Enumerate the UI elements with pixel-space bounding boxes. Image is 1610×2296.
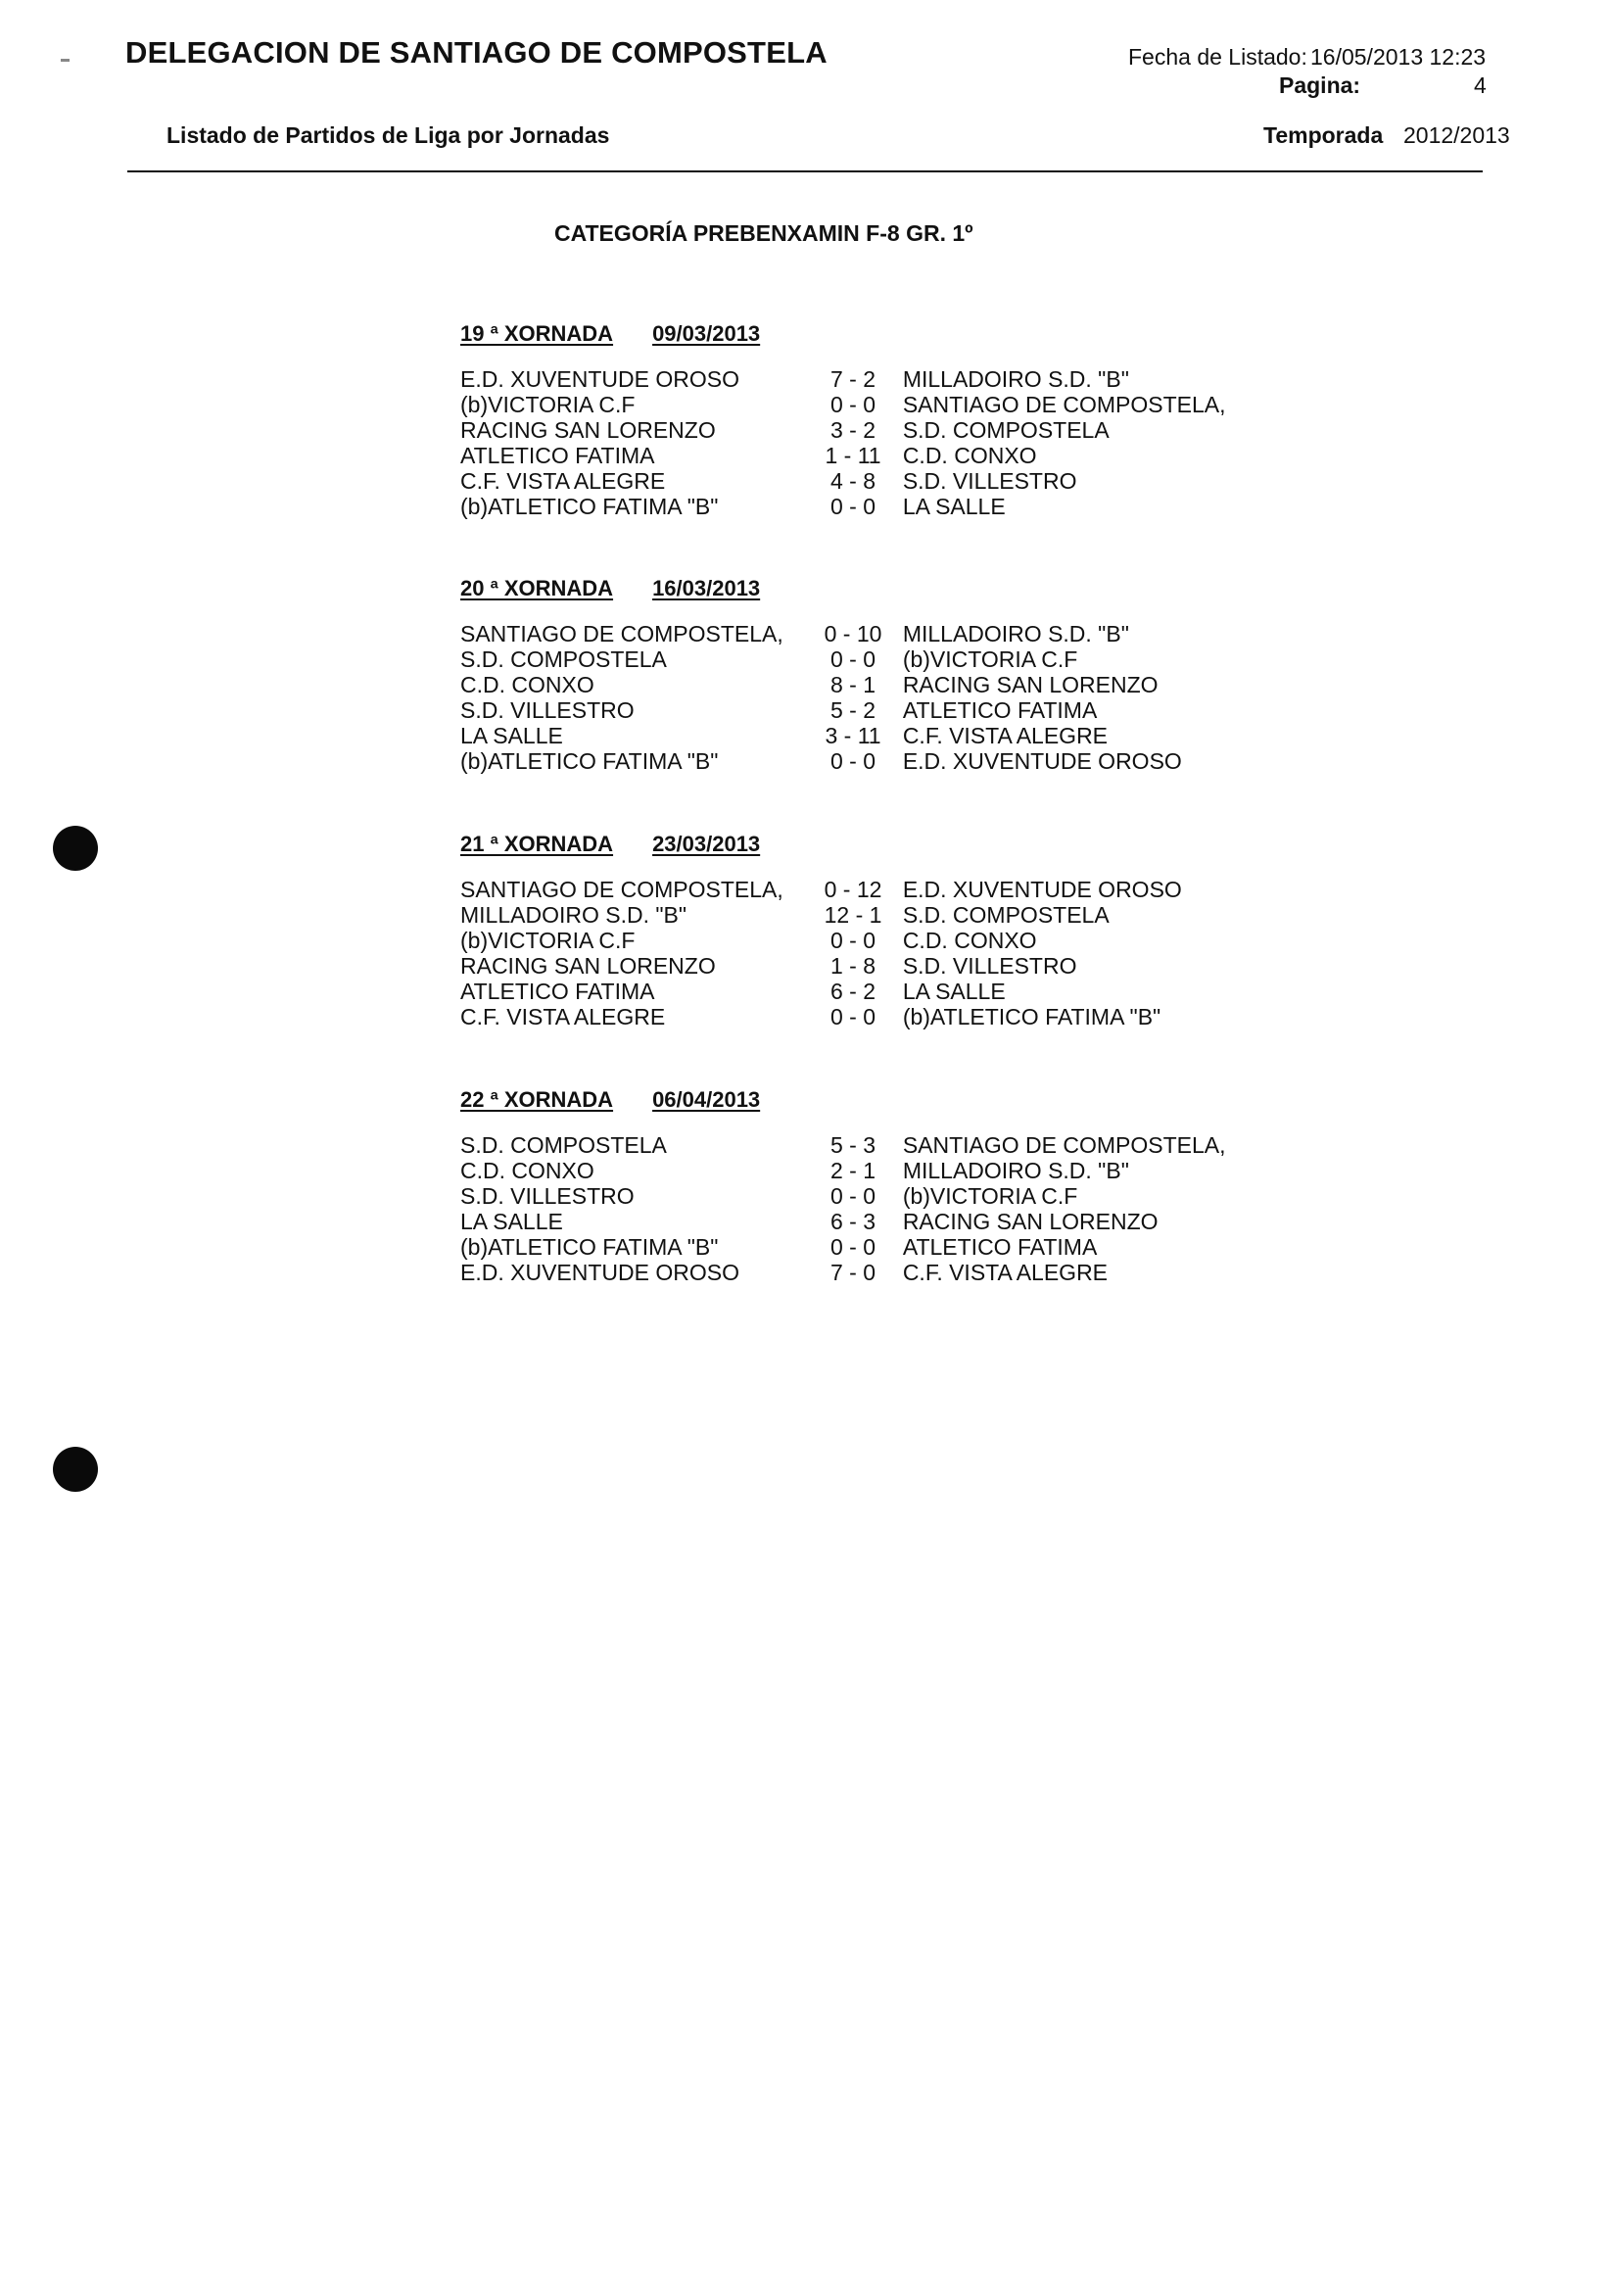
away-team: MILLADOIRO S.D. "B" [902,366,1129,392]
match-row [460,723,1263,748]
match-score: 8 - 1 [830,672,876,697]
home-team: C.D. CONXO [460,1158,594,1183]
away-team: C.F. VISTA ALEGRE [902,723,1109,748]
scan-mark [61,59,70,62]
match-score: 0 - 0 [830,1004,876,1029]
listing-date-value: 16/05/2013 12:23 [1310,44,1487,70]
match-row [460,646,1263,672]
away-team: S.D. VILLESTRO [902,953,1077,979]
match-score: 5 - 3 [830,1132,876,1158]
match-row [460,417,1263,443]
match-row [460,366,1263,392]
home-team: ATLETICO FATIMA [460,443,655,468]
season-label: Temporada [1263,122,1384,148]
page-number: 4 [1474,72,1487,98]
match-list [460,621,1263,774]
round-date: 23/03/2013 [652,832,761,856]
away-team: E.D. XUVENTUDE OROSO [902,748,1182,774]
round-21 [460,832,1263,1029]
round-date: 09/03/2013 [652,321,761,346]
match-score: 1 - 8 [830,953,876,979]
match-score: 0 - 12 [824,877,882,902]
match-row [460,953,1263,979]
away-team: SANTIAGO DE COMPOSTELA, [902,1132,1226,1158]
match-score: 0 - 0 [830,1234,876,1260]
home-team: S.D. COMPOSTELA [460,1132,667,1158]
match-score: 12 - 1 [824,902,882,928]
away-team: C.D. CONXO [902,928,1037,953]
match-row [460,1260,1263,1285]
match-score: 0 - 0 [830,494,876,519]
match-list [460,877,1263,1029]
match-row [460,877,1263,902]
home-team: ATLETICO FATIMA [460,979,655,1004]
home-team: C.F. VISTA ALEGRE [460,468,666,494]
match-score: 0 - 0 [830,646,876,672]
away-team: ATLETICO FATIMA [902,697,1098,723]
away-team: RACING SAN LORENZO [902,1209,1159,1234]
home-team: (b)ATLETICO FATIMA "B" [460,1234,719,1260]
match-row [460,468,1263,494]
season-value: 2012/2013 [1403,122,1510,148]
away-team: S.D. VILLESTRO [902,468,1077,494]
match-row [460,1183,1263,1209]
round-title: 19 ª XORNADA [460,321,614,346]
away-team: S.D. COMPOSTELA [902,417,1110,443]
match-score: 2 - 1 [830,1158,876,1183]
match-row [460,1004,1263,1029]
match-row [460,979,1263,1004]
away-team: MILLADOIRO S.D. "B" [902,1158,1129,1183]
match-score: 5 - 2 [830,697,876,723]
home-team: (b)ATLETICO FATIMA "B" [460,748,719,774]
round-header [460,576,760,601]
match-score: 7 - 2 [830,366,876,392]
match-score: 4 - 8 [830,468,876,494]
away-team: (b)VICTORIA C.F [902,1183,1078,1209]
match-score: 1 - 11 [825,443,881,468]
away-team: C.D. CONXO [902,443,1037,468]
round-20 [460,576,1263,774]
home-team: SANTIAGO DE COMPOSTELA, [460,877,783,902]
match-score: 0 - 0 [830,928,876,953]
binder-hole [53,826,98,871]
report-subtitle: Listado de Partidos de Liga por Jornadas [166,122,610,148]
match-row [460,1209,1263,1234]
round-19 [460,321,1263,519]
match-row [460,392,1263,417]
home-team: E.D. XUVENTUDE OROSO [460,1260,739,1285]
match-score: 0 - 0 [830,1183,876,1209]
match-row [460,902,1263,928]
match-row [460,697,1263,723]
away-team: S.D. COMPOSTELA [902,902,1110,928]
round-header [460,832,760,857]
away-team: C.F. VISTA ALEGRE [902,1260,1109,1285]
match-score: 7 - 0 [830,1260,876,1285]
match-list [460,366,1263,519]
match-score: 3 - 11 [825,723,881,748]
home-team: S.D. VILLESTRO [460,697,635,723]
match-list [460,1132,1263,1285]
match-row [460,621,1263,646]
home-team: RACING SAN LORENZO [460,417,716,443]
away-team: LA SALLE [902,494,1006,519]
home-team: (b)ATLETICO FATIMA "B" [460,494,719,519]
round-title: 21 ª XORNADA [460,832,614,856]
home-team: MILLADOIRO S.D. "B" [460,902,687,928]
round-title: 22 ª XORNADA [460,1087,614,1112]
match-row [460,443,1263,468]
home-team: C.D. CONXO [460,672,594,697]
home-team: SANTIAGO DE COMPOSTELA, [460,621,783,646]
home-team: RACING SAN LORENZO [460,953,716,979]
round-title: 20 ª XORNADA [460,576,614,600]
home-team: LA SALLE [460,1209,563,1234]
match-row [460,672,1263,697]
home-team: (b)VICTORIA C.F [460,928,636,953]
away-team: LA SALLE [902,979,1006,1004]
match-row [460,748,1263,774]
away-team: (b)VICTORIA C.F [902,646,1078,672]
match-row [460,1234,1263,1260]
away-team: (b)ATLETICO FATIMA "B" [902,1004,1161,1029]
match-score: 0 - 0 [830,748,876,774]
home-team: E.D. XUVENTUDE OROSO [460,366,739,392]
match-row [460,494,1263,519]
match-row [460,928,1263,953]
match-score: 3 - 2 [830,417,876,443]
home-team: (b)VICTORIA C.F [460,392,636,417]
organization-title: DELEGACION DE SANTIAGO DE COMPOSTELA [125,35,828,70]
away-team: RACING SAN LORENZO [902,672,1159,697]
match-row [460,1158,1263,1183]
away-team: MILLADOIRO S.D. "B" [902,621,1129,646]
category-title: CATEGORÍA PREBENXAMIN F-8 GR. 1º [554,220,973,246]
match-score: 6 - 2 [830,979,876,1004]
listing-date-label: Fecha de Listado: [1128,44,1307,70]
page-label: Pagina: [1279,72,1361,98]
round-header [460,321,760,347]
round-date: 06/04/2013 [652,1087,761,1112]
match-row [460,1132,1263,1158]
header-divider [127,170,1483,172]
round-date: 16/03/2013 [652,576,761,600]
match-score: 0 - 0 [830,392,876,417]
away-team: ATLETICO FATIMA [902,1234,1098,1260]
match-score: 6 - 3 [830,1209,876,1234]
binder-hole [53,1447,98,1492]
away-team: E.D. XUVENTUDE OROSO [902,877,1182,902]
home-team: C.F. VISTA ALEGRE [460,1004,666,1029]
round-22 [460,1087,1263,1285]
away-team: SANTIAGO DE COMPOSTELA, [902,392,1226,417]
home-team: S.D. VILLESTRO [460,1183,635,1209]
round-header [460,1087,760,1113]
match-score: 0 - 10 [824,621,882,646]
home-team: S.D. COMPOSTELA [460,646,667,672]
home-team: LA SALLE [460,723,563,748]
